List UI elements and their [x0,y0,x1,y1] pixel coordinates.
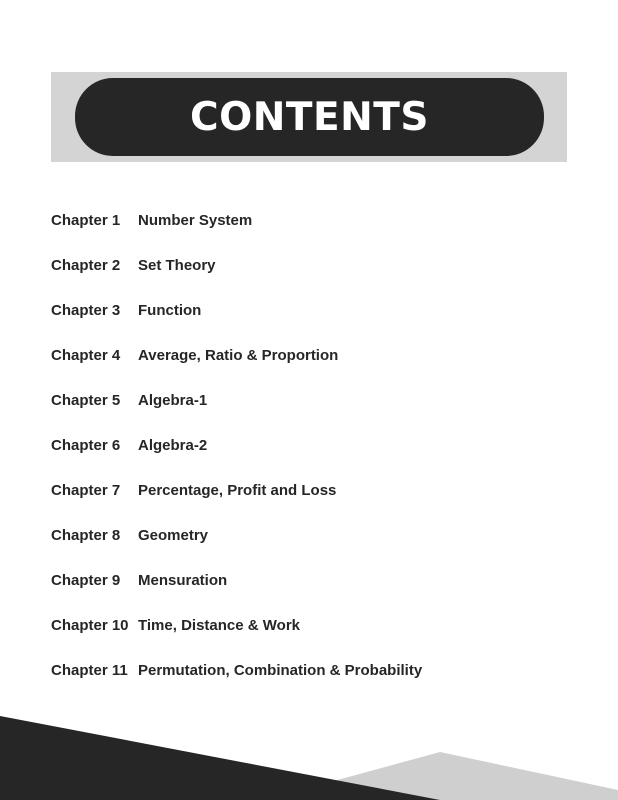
chapter-title: Number System [138,212,253,229]
chapter-title: Geometry [138,527,209,544]
chapter-number: Chapter 4 [51,347,121,364]
chapter-number: Chapter 9 [51,572,121,589]
chapter-title: Time, Distance & Work [138,617,300,634]
chapter-number: Chapter 7 [51,482,121,499]
chapter-number: Chapter 8 [51,527,121,544]
chapter-number: Chapter 2 [51,257,121,274]
chapter-title: Function [138,302,202,319]
footer-dark-triangle [0,716,440,800]
chapter-number: Chapter 10 [51,617,129,634]
page-title: CONTENTS [190,94,429,140]
chapter-number: Chapter 5 [51,392,121,409]
chapter-title: Mensuration [138,572,228,589]
chapter-title: Average, Ratio & Proportion [138,347,339,364]
chapter-title: Algebra-2 [138,437,208,454]
chapter-title: Percentage, Profit and Loss [138,482,337,499]
chapter-number: Chapter 3 [51,302,121,319]
chapter-title: Set Theory [138,257,216,274]
chapter-number: Chapter 11 [51,662,128,679]
chapter-title: Algebra-1 [138,392,208,409]
chapter-number: Chapter 1 [51,212,121,229]
chapter-number: Chapter 6 [51,437,121,454]
chapter-title: Permutation, Combination & Probability [138,662,423,679]
